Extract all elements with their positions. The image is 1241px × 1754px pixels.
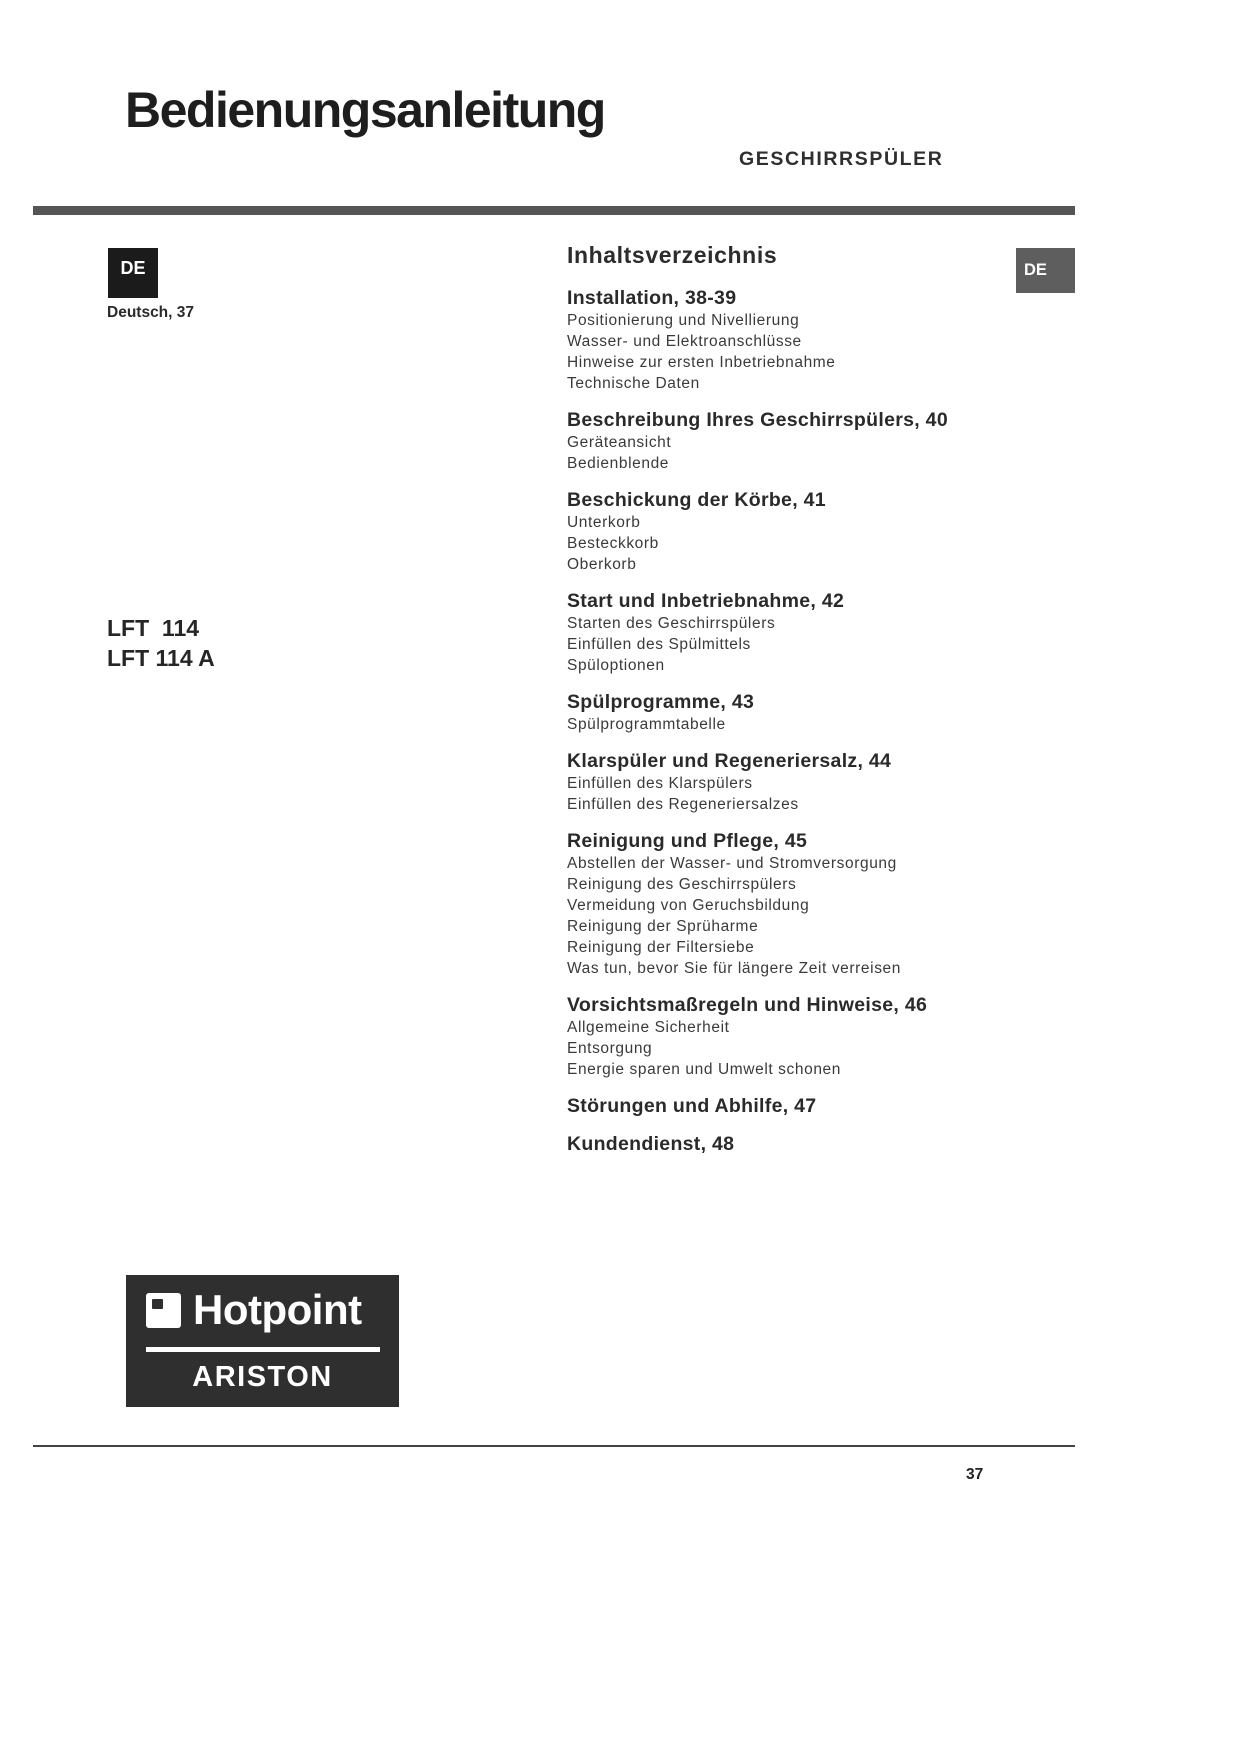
toc-subitem: Bedienblende — [567, 455, 670, 472]
toc-section-title: Installation, 38-39 — [567, 287, 737, 309]
toc-section-title: Beschickung der Körbe, 41 — [567, 489, 826, 511]
toc-subitem-list — [567, 512, 997, 575]
hotpoint-ariston-logo — [126, 1275, 399, 1407]
page-number: 37 — [966, 1466, 984, 1483]
toc-subitem: Was tun, bevor Sie für längere Zeit verreisen — [567, 960, 901, 977]
toc-subitem: Einfüllen des Spülmittels — [567, 636, 751, 653]
logo-sub-text: ARISTON — [192, 1361, 333, 1393]
toc-subitem: Positionierung und Nivellierung — [567, 312, 800, 329]
toc-heading: Inhaltsverzeichnis — [567, 242, 778, 268]
toc-section — [567, 589, 997, 676]
toc-subitem-list — [567, 1017, 997, 1080]
toc-subitem: Allgemeine Sicherheit — [567, 1019, 730, 1036]
toc-section-title: Vorsichtsmaßregeln und Hinweise, 46 — [567, 994, 928, 1016]
logo-divider — [146, 1347, 380, 1352]
toc-subitem: Hinweise zur ersten Inbetriebnahme — [567, 354, 836, 371]
toc-subitem-list — [567, 432, 997, 474]
toc-subitem-list — [567, 310, 997, 394]
toc-subitem: Reinigung der Sprüharme — [567, 918, 759, 935]
toc-section — [567, 829, 997, 979]
toc-subitem: Einfüllen des Klarspülers — [567, 775, 753, 792]
product-type: GESCHIRRSPÜLER — [739, 148, 944, 170]
language-label: Deutsch, 37 — [107, 304, 195, 321]
toc-subitem-list — [567, 853, 997, 979]
toc-subitem: Wasser- und Elektroanschlüsse — [567, 333, 802, 350]
toc-section-title: Beschreibung Ihres Geschirrspülers, 40 — [567, 409, 948, 431]
header-divider — [33, 206, 1075, 215]
toc-subitem: Reinigung der Filtersiebe — [567, 939, 755, 956]
logo-brand-text: Hotpoint — [193, 1286, 362, 1333]
toc-subitem: Starten des Geschirrspülers — [567, 615, 776, 632]
toc-subitem: Oberkorb — [567, 556, 637, 573]
toc-section-title: Start und Inbetriebnahme, 42 — [567, 590, 845, 612]
toc-section — [567, 1132, 997, 1156]
document-title: Bedienungsanleitung — [125, 82, 605, 138]
toc-subitem: Unterkorb — [567, 514, 641, 531]
toc-section-title: Störungen und Abhilfe, 47 — [567, 1095, 817, 1117]
toc-subitem: Energie sparen und Umwelt schonen — [567, 1061, 841, 1078]
toc-subitem: Abstellen der Wasser- und Stromversorgung — [567, 855, 897, 872]
toc-subitem: Spülprogrammtabelle — [567, 716, 726, 733]
toc-section — [567, 1094, 997, 1118]
toc-subitem: Spüloptionen — [567, 657, 665, 674]
toc-subitem-list — [567, 714, 997, 735]
toc-section-title: Spülprogramme, 43 — [567, 691, 755, 713]
toc-subitem-list — [567, 613, 997, 676]
toc-subitem: Vermeidung von Geruchsbildung — [567, 897, 810, 914]
model-name: LFT 114 A — [107, 645, 215, 671]
toc-subitem: Technische Daten — [567, 375, 700, 392]
toc-section-title: Klarspüler und Regeneriersalz, 44 — [567, 750, 892, 772]
toc-section-title: Reinigung und Pflege, 45 — [567, 830, 808, 852]
toc-subitem: Reinigung des Geschirrspülers — [567, 876, 797, 893]
toc-section — [567, 408, 997, 474]
toc-subitem: Einfüllen des Regeneriersalzes — [567, 796, 799, 813]
toc-subitem: Geräteansicht — [567, 434, 672, 451]
toc-subitem: Besteckkorb — [567, 535, 659, 552]
toc-section — [567, 286, 997, 394]
model-name: LFT 114 — [107, 615, 200, 641]
language-tab: DE — [1016, 248, 1075, 293]
table-of-contents — [567, 240, 997, 1170]
toc-section — [567, 993, 997, 1080]
toc-subitem: Entsorgung — [567, 1040, 653, 1057]
model-list — [107, 613, 215, 673]
brand-square-icon — [146, 1293, 181, 1328]
toc-section — [567, 690, 997, 735]
toc-subitem-list — [567, 773, 997, 815]
toc-sections — [567, 286, 997, 1156]
toc-section — [567, 488, 997, 575]
language-badge: DE — [108, 248, 158, 298]
toc-section-title: Kundendienst, 48 — [567, 1133, 735, 1155]
toc-section — [567, 749, 997, 815]
footer-divider — [33, 1445, 1075, 1447]
